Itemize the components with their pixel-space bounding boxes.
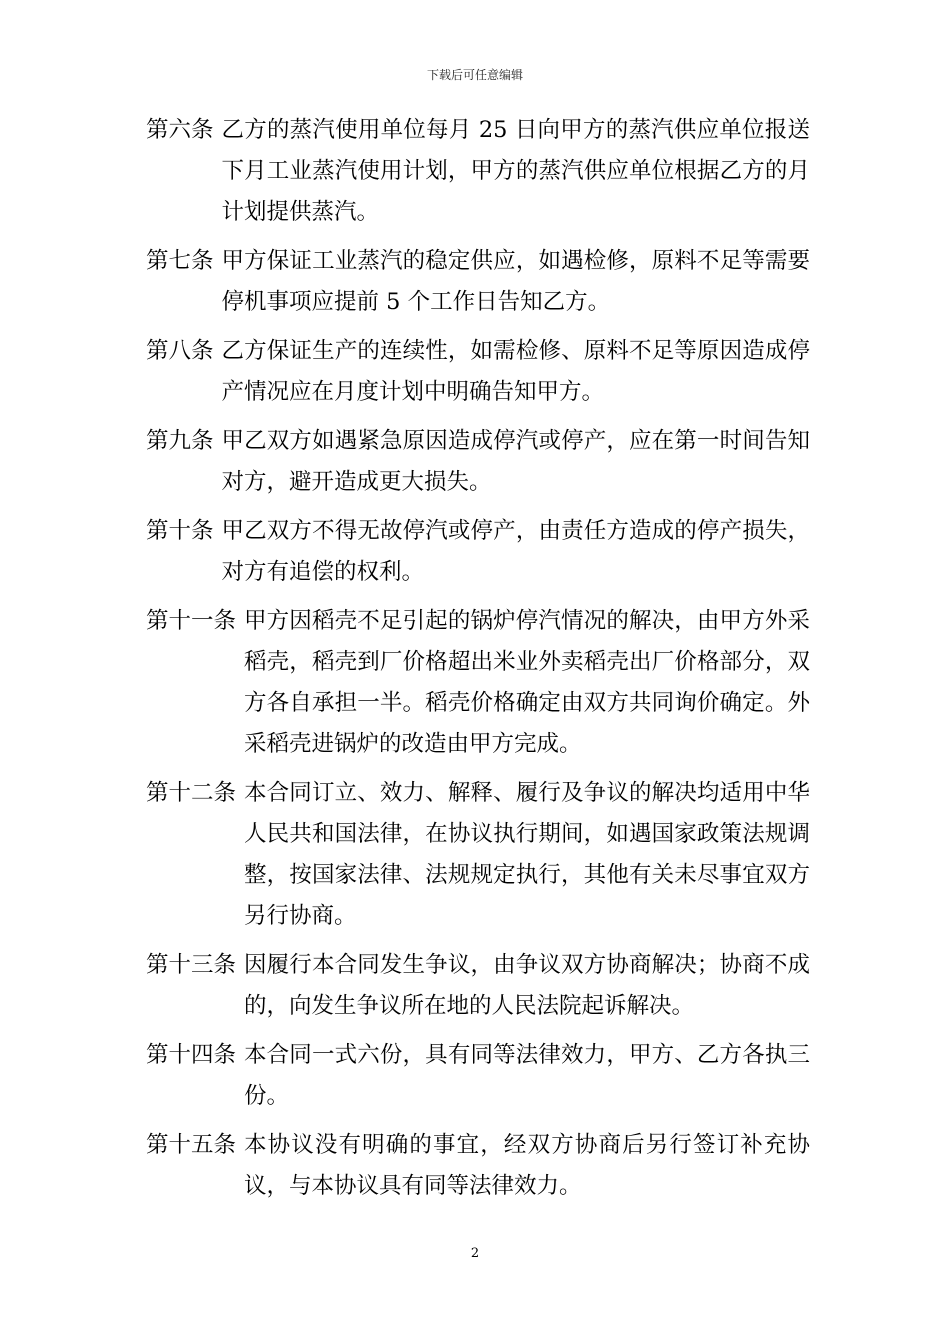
article-9 (146, 421, 810, 503)
article-number: 第十四条 (146, 1042, 237, 1068)
article-number: 第六条 (146, 117, 214, 143)
article-number: 第八条 (146, 338, 214, 364)
article-number: 第九条 (146, 428, 214, 454)
article-text: 本合同订立、效力、解释、履行及争议的解决均适用中华人民共和国法律，在协议执行期间，如遇国家政策法规调整，按国家法律、法规规定执行，其他有关未尽事宜双方另行协商。 (244, 780, 810, 929)
article-text: 因履行本合同发生争议，由争议双方协商解决；协商不成的，向发生争议所在地的人民法院起诉解决。 (244, 952, 810, 1019)
document-body (146, 110, 810, 1215)
page-number: 2 (470, 1246, 480, 1261)
article-text: 甲方保证工业蒸汽的稳定供应，如遇检修，原料不足等需要停机事项应提前 5 个工作日告知乙方。 (221, 248, 810, 315)
article-text: 本协议没有明确的事宜，经双方协商后另行签订补充协议，与本协议具有同等法律效力。 (244, 1132, 810, 1199)
article-13 (146, 945, 810, 1027)
article-15 (146, 1125, 810, 1207)
article-7 (146, 241, 810, 323)
article-number: 第十二条 (146, 780, 237, 806)
article-number: 第七条 (146, 248, 214, 274)
article-text: 甲乙双方不得无故停汽或停产，由责任方造成的停产损失，对方有追偿的权利。 (221, 518, 810, 585)
article-number: 第十条 (146, 518, 214, 544)
article-8 (146, 331, 810, 413)
article-text: 甲乙双方如遇紧急原因造成停汽或停产，应在第一时间告知对方，避开造成更大损失。 (221, 428, 810, 495)
article-10 (146, 511, 810, 593)
article-text: 甲方因稻壳不足引起的锅炉停汽情况的解决，由甲方外采稻壳，稻壳到厂价格超出米业外卖稻壳出厂价格部分，双方各自承担一半。稻壳价格确定由双方共同询价确定。外采稻壳进锅炉的改造由甲方完成。 (244, 608, 810, 757)
article-text: 本合同一式六份，具有同等法律效力，甲方、乙方各执三份。 (244, 1042, 810, 1109)
article-12 (146, 773, 810, 937)
article-text: 乙方保证生产的连续性，如需检修、原料不足等原因造成停产情况应在月度计划中明确告知甲方。 (221, 338, 810, 405)
article-number: 第十一条 (146, 608, 237, 634)
article-text: 乙方的蒸汽使用单位每月 25 日向甲方的蒸汽供应单位报送下月工业蒸汽使用计划，甲方的蒸汽供应单位根据乙方的月计划提供蒸汽。 (221, 117, 810, 225)
article-number: 第十三条 (146, 952, 237, 978)
page-header: 下载后可任意编辑 (426, 68, 523, 82)
article-number: 第十五条 (146, 1132, 237, 1158)
article-6 (146, 110, 810, 233)
article-14 (146, 1035, 810, 1117)
article-11 (146, 601, 810, 765)
